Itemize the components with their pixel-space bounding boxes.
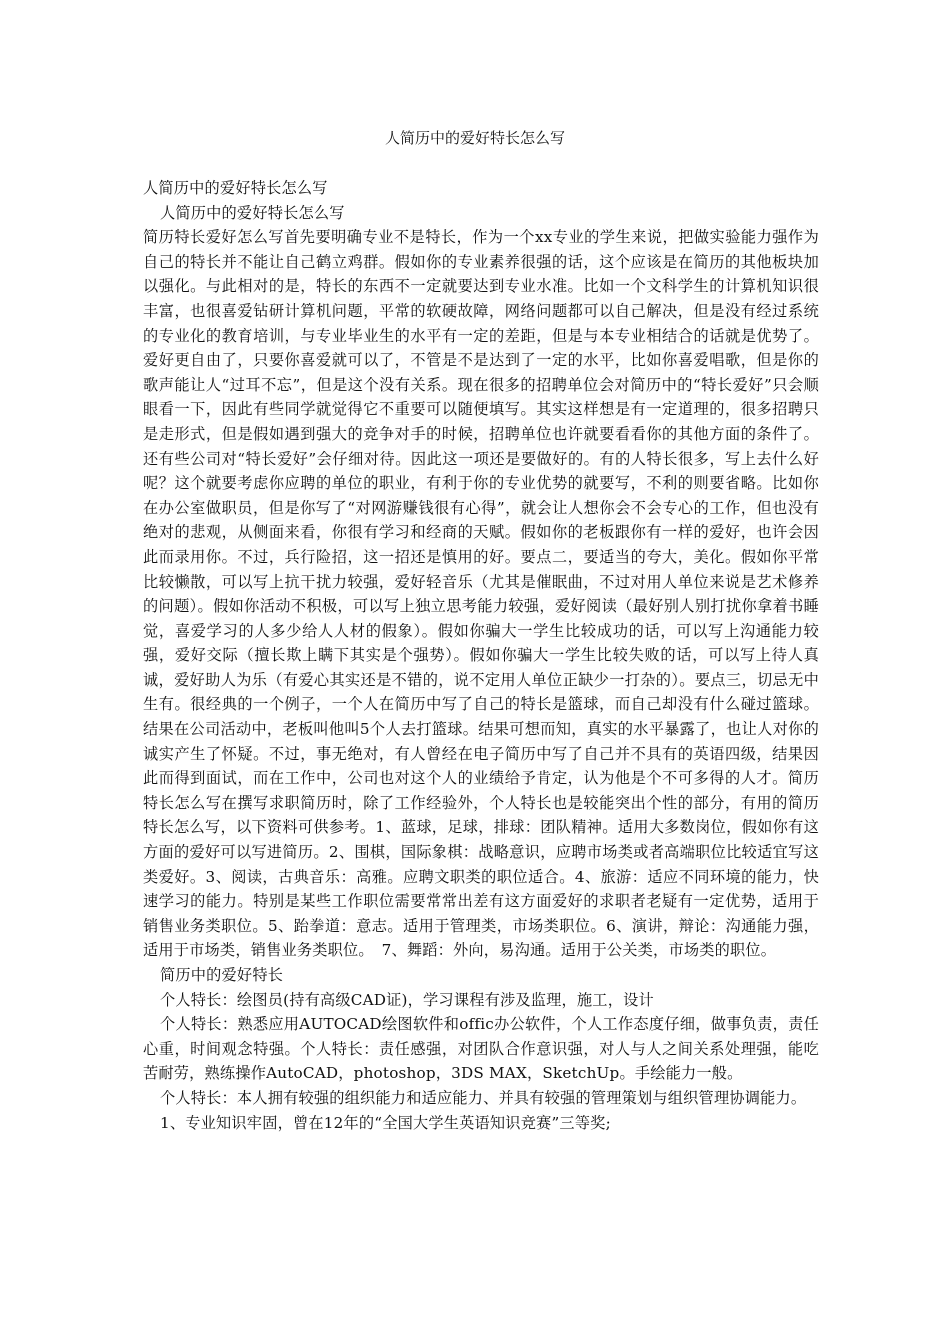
paragraph-item: 个人特长：熟悉应用AUTOCAD绘图软件和offic办公软件，个人工作态度仔细，做事负责，责任心重，时间观念特强。个人特长：责任感强，对团队合作意识强，对人与人之间关系处理强，能吃苦耐劳，熟练操作AutoCAD，photoshop，3DS MAX，SketchUp。手绘能力一般。: [143, 1015, 819, 1083]
document-title: 人简历中的爱好特长怎么写: [384, 129, 565, 147]
section-heading: 人简历中的爱好特长怎么写: [143, 179, 328, 197]
main-paragraph: 简历特长爱好怎么写首先要明确专业不是特长，作为一个xx专业的学生来说，把做实验能力强作为自己的特长并不能让自己鹤立鸡群。假如你的专业素养很强的话，这个应该是在简历的其他板块加以强化。与此相对的是，特长的东西不一定就要达到专业水准。比如一个文科学生的计算机知识很丰富，也很喜爱钻研计算机问题，平常的软硬故障，网络问题都可以自己解决，但是没有经过系统的专业化的教育培训，与专业毕业生的水平有一定的差距，但是与本专业相结合的话就是优势了。爱好更自由了，只要你喜爱就可以了，不管是不是达到了一定的水平，比如你喜爱唱歌，但是你的歌声能让人“过耳不忘”，但是这个没有关系。现在很多的招聘单位会对简历中的“特长爱好”只会顺眼看一下，因此有些同学就觉得它不重要可以随便填写。其实这样想是有一定道理的，很多招聘只是走形式，但是假如遇到强大的竞争对手的时候，招聘单位也许就要看看你的其他方面的条件了。还有些公司对“特长爱好”会仔细对待。因此这一项还是要做好的。有的人特长很多，写上去什么好呢？这个就要考虑你应聘的单位的职业，有利于你的专业优势的就要写，不利的则要省略。比如你在办公室做职员，但是你写了“对网游赚钱很有心得”，就会让人想你会不会专心的工作，但也没有绝对的悲观，从侧面来看，你很有学习和经商的天赋。假如你的老板跟你有一样的爱好，也许会因此而录用你。不过，兵行险招，这一招还是慎用的好。要点二，要适当的夸大，美化。假如你平常比较懒散，可以写上抗干扰力较强，爱好轻音乐（尤其是催眠曲，不过对用人单位来说是艺术修养的问题）。假如你活动不积极，可以写上独立思考能力较强，爱好阅读（最好别人别打扰你拿着书睡觉，喜爱学习的人多少给人人材的假象）。假如你骗大一学生比较成功的话，可以写上沟通能力较强，爱好交际（擅长欺上瞒下其实是个强势）。假如你骗大一学生比较失败的话，可以写上待人真诚，爱好助人为乐（有爱心其实还是不错的，说不定用人单位正缺少一打杂的）。要点三，切忌无中生有。很经典的一个例子，一个人在简历中写了自己的特长是篮球，而自己却没有什么碰过篮球。结果在公司活动中，老板叫他叫5个人去打篮球。结果可想而知，真实的水平暴露了，也让人对你的诚实产生了怀疑。不过，事无绝对，有人曾经在电子简历中写了自己并不具有的英语四级，结果因此而得到面试，而在工作中，公司也对这个人的业绩给予肯定，认为他是个不可多得的人才。简历特长怎么写在撰写求职简历时，除了工作经验外，个人特长也是较能突出个性的部分，有用的简历特长怎么写，以下资料可供参考。1、蓝球，足球，排球：团队精神。适用大多数岗位，假如你有这方面的爱好可以写进简历。2、围棋，国际象棋：战略意识，应聘市场类或者高端职位比较适宜写这类爱好。3、阅读，古典音乐：高雅。应聘文职类的职位适合。4、旅游：适应不同环境的能力，快速学习的能力。特别是某些工作职位需要常常出差有这方面爱好的求职者老疑有一定优势，适用于销售业务类职位。5、跆拳道：意志。适用于管理类，市场类职位。6、演讲，辩论：沟通能力强，适用于市场类，销售业务类职位。 7、舞蹈：外向，易沟通。适用于公关类，市场类的职位。: [143, 228, 819, 960]
paragraph-item: 个人特长：本人拥有较强的组织能力和适应能力、并具有较强的管理策划与组织管理协调能力。: [160, 1088, 807, 1107]
paragraph-item: 1、专业知识牢固，曾在12年的“全国大学生英语知识竞赛”三等奖;: [160, 1113, 611, 1132]
paragraph-item: 个人特长：绘图员(持有高级CAD证)，学习课程有涉及监理，施工，设计: [160, 990, 654, 1009]
section-heading-hobbies: 简历中的爱好特长: [160, 966, 284, 984]
document-body: [143, 176, 819, 1135]
section-subheading: 人简历中的爱好特长怎么写: [160, 203, 345, 222]
